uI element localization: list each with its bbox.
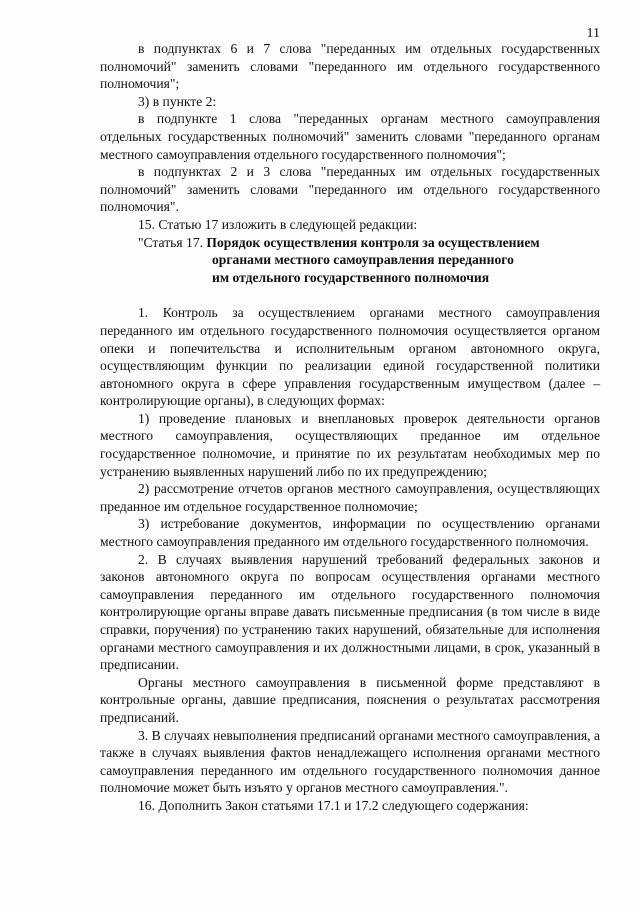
article-title-line-2: органами местного самоуправления переданного	[212, 252, 514, 268]
document-body	[100, 40, 600, 815]
paragraph: 1. Контроль за осуществлением органами местного самоуправления переданного им отдельного государственного полномочия осуществляется органом опеки и попечительства и исполнительным органом автономного округа, осуществляющим функции по реализации единой государственной политики автономного округа в сфере управления государственным имуществом (далее – контролирующие органы), в следующих формах:	[100, 305, 600, 409]
page-number: 11	[586, 26, 600, 41]
paragraph: 3) в пункте 2:	[138, 93, 217, 109]
paragraph: 2) рассмотрение отчетов органов местного самоуправления, осуществляющих преданное им отдельное государственное полномочие;	[100, 481, 600, 514]
article-title-line-3: им отдельного государственного полномочия	[212, 269, 490, 285]
spacer	[100, 286, 600, 304]
paragraph: 15. Статью 17 изложить в следующей редакции:	[138, 216, 418, 232]
article-heading	[100, 234, 600, 252]
paragraph: в подпунктах 2 и 3 слова "переданных им отдельных государственных полномочий" заменить словами "переданного им отдельного государственного полномочия".	[100, 164, 600, 215]
paragraph: в подпунктах 6 и 7 слова "переданных им отдельных государственных полномочий" заменить словами "переданного им отдельного государственного полномочия";	[100, 41, 600, 92]
paragraph: 16. Дополнить Закон статьями 17.1 и 17.2 следующего содержания:	[138, 797, 529, 813]
paragraph: Органы местного самоуправления в письменной форме представляют в контрольные органы, давшие предписания, пояснения о результатах рассмотрения предписаний.	[100, 674, 600, 725]
paragraph: 3. В случаях невыполнения предписаний органами местного самоуправления, а также в случаях выявления фактов ненадлежащего исполнения органами местного самоуправления переданного им отдельного государственного полномочия данное полномочие может быть изъято у органов местного самоуправления.".	[100, 727, 600, 796]
paragraph: 3) истребование документов, информации по осуществлению органами местного самоуправления преданного им отдельного государственного полномочия.	[100, 516, 600, 550]
paragraph: 1) проведение плановых и внеплановых проверок деятельности органов местного самоуправления, осуществляющих преданное им отдельное государственное полномочие, и принятие по их результатам необходимых мер по устранению выявленных нарушений либо по их предупреждению;	[100, 410, 600, 479]
article-title-line-1: Порядок осуществления контроля за осуществлением	[206, 234, 540, 250]
article-prefix: "Статья 17.	[138, 234, 204, 250]
paragraph: 2. В случаях выявления нарушений требований федеральных законов и законов автономного округа по вопросам осуществления органами местного самоуправления переданного им отдельного государственного полномочия контролирующие органы вправе давать письменные предписания (в том числе в виде справки, поручения) по устранению таких нарушений, обязательные для исполнения органами местного самоуправления и их должностными лицами, в срок, указанный в предписании.	[100, 551, 600, 673]
paragraph: в подпункте 1 слова "переданных органам местного самоуправления отдельных государственных полномочий" заменить словами "переданного органам местного самоуправления отдельного государственного полномочия";	[100, 111, 600, 162]
